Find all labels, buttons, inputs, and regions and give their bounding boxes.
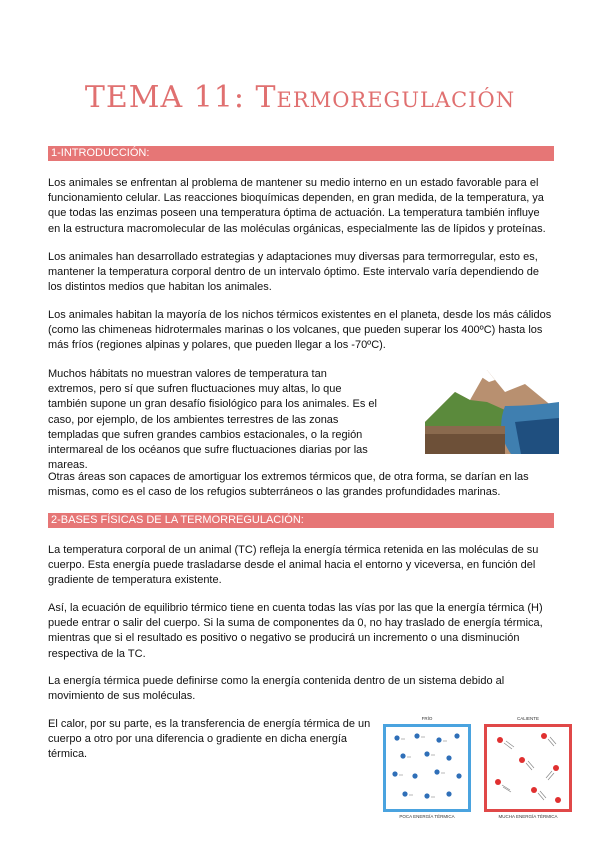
section-heading-introduccion: 1-INTRODUCCIÓN: (48, 146, 554, 161)
paragraph-6: La temperatura corporal de un animal (TC) refleja la energía térmica retenida en las moléculas de su cuerpo. Esta energía puede trasladarse desde el animal hacia el entorno y viceversa, en función del gradiente de temperatura existente. (48, 544, 539, 587)
paragraph-5: Otras áreas son capaces de amortiguar los extremos térmicos que, de otra forma, se darían en las mismas, como es el caso de los refugios subterráneos o las grandes profundidades marinas. (48, 471, 529, 499)
habitats-illustration (425, 362, 559, 454)
page-title (0, 76, 600, 120)
title-main: TEMA 11: (84, 80, 256, 115)
hot-figure-top-label: CALIENTE (516, 716, 539, 721)
cold-figure-top-label: FRÍO (421, 716, 433, 721)
section-heading-bases-fisicas: 2-BASES FÍSICAS DE LA TERMORREGULACIÓN: (48, 513, 554, 528)
paragraph-2: Los animales han desarrollado estrategias y adaptaciones muy diversas para termorregular, esto es, mantener la temperatura corporal dentro de un intervalo óptimo. Este intervalo varía dependiendo de los distintos medios que habitan los animales. (48, 251, 540, 294)
title-sub: Termoregulación (255, 80, 516, 115)
paragraph-9: El calor, por su parte, es la transferencia de energía térmica de un cuerpo a otro por una diferencia o gradiente en dicha energía térmica. (48, 718, 371, 761)
paragraph-1: Los animales se enfrentan al problema de mantener su medio interno en un estado favorable para el funcionamiento celular. Las reacciones bioquímicas dependen, en gran medida, de la temperatura, ya que todas las enzimas poseen una temperatura óptima de actuación. La temperatura también influye en la estructura macromolecular de las moléculas orgánicas, especialmente las de lípidos y proteínas. (48, 177, 546, 235)
paragraph-4: Muchos hábitats no muestran valores de temperatura tan extremos, pero sí que sufren fluctuaciones muy altas, lo que también supone un gran desafío fisiológico para los animales. Es el caso, por ejemplo, de los ambientes terrestres de las zonas templadas que sufren grandes cambios estacionales, o la región intermareal de los océanos que sufre fluctuaciones diarias por las mareas. (48, 368, 377, 472)
cold-molecules-figure (383, 724, 471, 812)
paragraph-8: La energía térmica puede definirse como la energía contenida dentro de un sistema debido al movimiento de sus moléculas. (48, 675, 505, 703)
paragraph-3: Los animales habitan la mayoría de los nichos térmicos existentes en el planeta, desde los más cálidos (como las chimeneas hidrotermales marinas o los volcanes, que pueden superar los 400ºC) hasta los más fríos (regiones alpinas y polares, que pueden llegar a los -70ºC). (48, 309, 552, 352)
paragraph-7: Así, la ecuación de equilibrio térmico tiene en cuenta todas las vías por las que la energía térmica (H) puede entrar o salir del cuerpo. Si la suma de componentes da 0, no hay traslado de energía térmica, mientras que si el resultado es positivo o negativo se producirá un incremento o una disminución respectiva de la TC. (48, 602, 543, 660)
cold-figure-bottom-label: POCA ENERGÍA TÉRMICA (399, 814, 455, 819)
hot-molecules-figure (484, 724, 572, 812)
hot-figure-bottom-label: MUCHA ENERGÍA TÉRMICA (498, 814, 558, 819)
